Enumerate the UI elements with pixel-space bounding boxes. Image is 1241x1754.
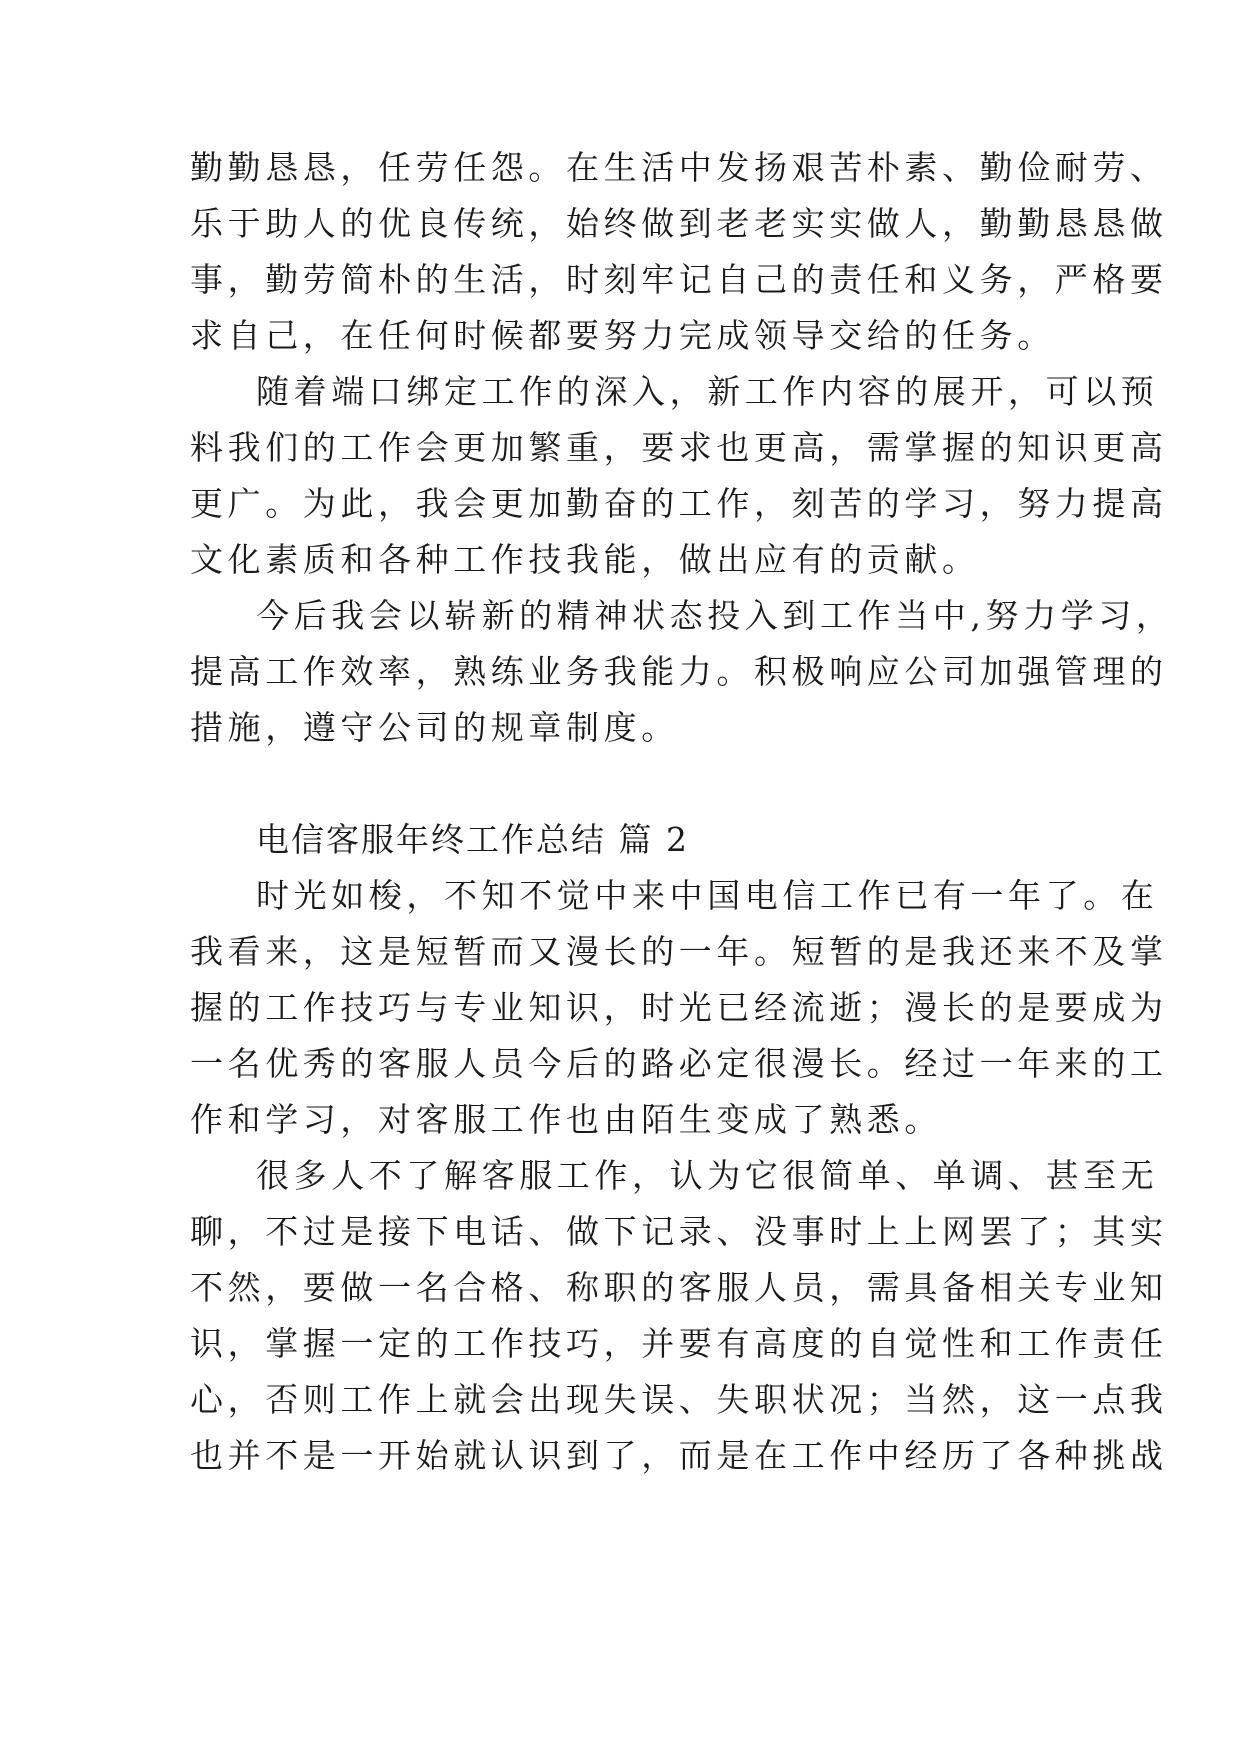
text-line: 一名优秀的客服人员今后的路必定很漫长。经过一年来的工 <box>190 1044 1168 1083</box>
text-line: 勤勤恳恳，任劳任怨。在生活中发扬艰苦朴素、勤俭耐劳、 <box>190 148 1168 187</box>
paragraph-first-line: 随着端口绑定工作的深入，新工作内容的展开，可以预 <box>256 372 1159 411</box>
text-line: 事，勤劳简朴的生活，时刻牢记自己的责任和义务，严格要 <box>190 260 1168 299</box>
text-line: 不然，要做一名合格、称职的客服人员，需具备相关专业知 <box>190 1268 1168 1307</box>
paragraph-first-line: 今后我会以崭新的精神状态投入到工作当中,努力学习， <box>256 596 1174 635</box>
text-line: 握的工作技巧与专业知识，时光已经流逝；漫长的是要成为 <box>190 988 1168 1027</box>
text-line: 聊，不过是接下电话、做下记录、没事时上上网罢了；其实 <box>190 1212 1168 1251</box>
paragraph-first-line: 很多人不了解客服工作，认为它很简单、单调、甚至无 <box>256 1156 1159 1195</box>
text-line: 文化素质和各种工作技我能，做出应有的贡献。 <box>190 540 980 579</box>
text-line: 乐于助人的优良传统，始终做到老老实实做人，勤勤恳恳做 <box>190 204 1168 243</box>
text-line: 作和学习，对客服工作也由陌生变成了熟悉。 <box>190 1100 942 1139</box>
text-line: 求自己，在任何时候都要努力完成领导交给的任务。 <box>190 316 1055 355</box>
text-line: 措施，遵守公司的规章制度。 <box>190 708 679 747</box>
section-heading: 电信客服年终工作总结 篇 2 <box>256 820 689 859</box>
paragraph-first-line: 时光如梭，不知不觉中来中国电信工作已有一年了。在 <box>256 876 1159 915</box>
text-line: 识，掌握一定的工作技巧，并要有高度的自觉性和工作责任 <box>190 1324 1168 1363</box>
text-line: 更广。为此，我会更加勤奋的工作，刻苦的学习，努力提高 <box>190 484 1168 523</box>
text-line: 我看来，这是短暂而又漫长的一年。短暂的是我还来不及掌 <box>190 932 1168 971</box>
text-line: 料我们的工作会更加繁重，要求也更高，需掌握的知识更高 <box>190 428 1168 467</box>
text-line: 心，否则工作上就会出现失误、失职状况；当然，这一点我 <box>190 1380 1168 1419</box>
text-line: 提高工作效率，熟练业务我能力。积极响应公司加强管理的 <box>190 652 1168 691</box>
text-line: 也并不是一开始就认识到了，而是在工作中经历了各种挑战 <box>190 1436 1168 1475</box>
